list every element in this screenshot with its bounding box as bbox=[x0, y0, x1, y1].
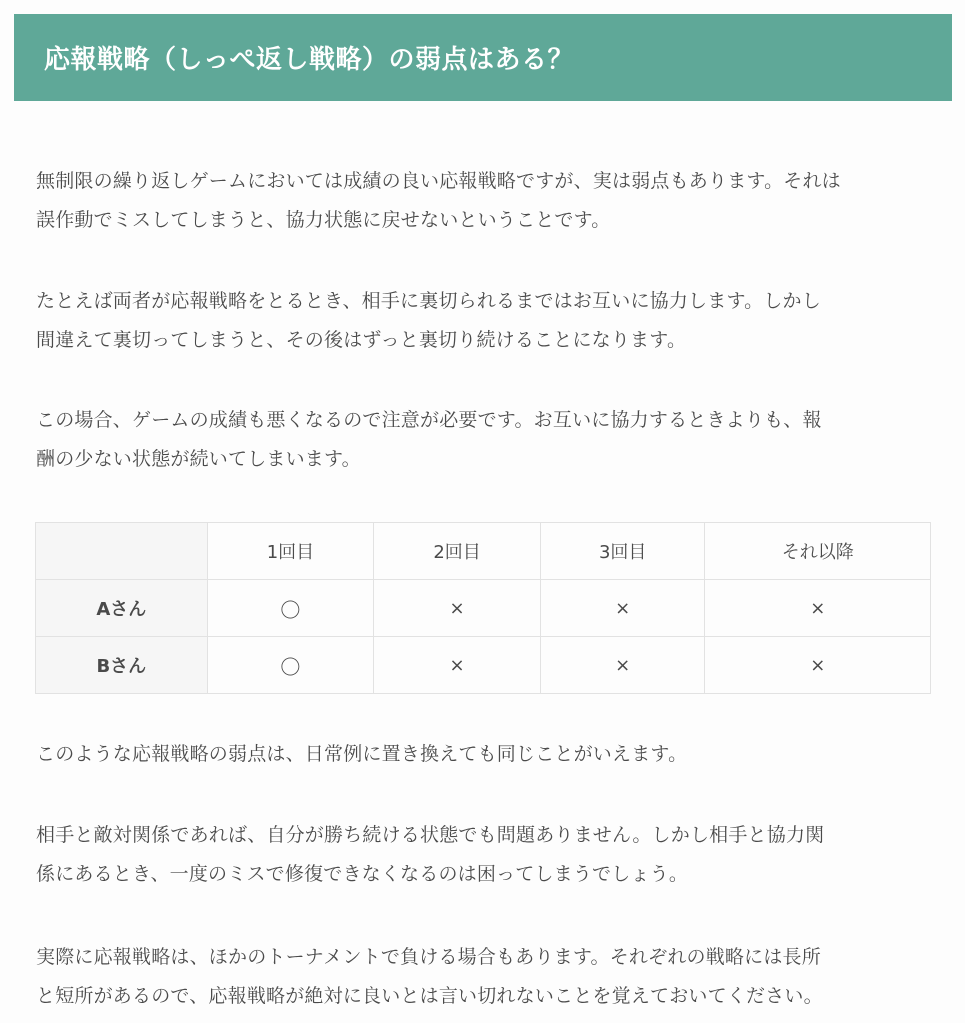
section-heading-bar bbox=[14, 14, 952, 101]
paragraph-line: 誤作動でミスしてしまうと、協力状態に戻せないということです。 bbox=[36, 209, 611, 231]
column-header: それ以降 bbox=[705, 523, 931, 580]
paragraph-line: たとえば両者が応報戦略をとるとき、相手に裏切られるまではお互いに協力します。しかし bbox=[36, 290, 821, 312]
column-header: 1回目 bbox=[207, 523, 374, 580]
paragraph-line: 実際に応報戦略は、ほかのトーナメントで負ける場合もあります。それぞれの戦略には長所 bbox=[36, 946, 821, 968]
table-cell: 〇 bbox=[207, 637, 374, 694]
row-header: Bさん bbox=[36, 637, 208, 694]
column-header: 3回目 bbox=[540, 523, 705, 580]
paragraph-line: このような応報戦略の弱点は、日常例に置き換えても同じことがいえます。 bbox=[36, 743, 688, 765]
table-corner-cell bbox=[36, 523, 208, 580]
paragraph-weakness-intro bbox=[36, 162, 936, 240]
table-cell: × bbox=[705, 637, 931, 694]
strategy-table bbox=[35, 522, 931, 694]
paragraph-conclusion bbox=[36, 938, 936, 1016]
paragraph-example bbox=[36, 282, 936, 360]
table-row bbox=[36, 580, 931, 637]
paragraph-line: 無制限の繰り返しゲームにおいては成績の良い応報戦略ですが、実は弱点もあります。それは bbox=[36, 170, 841, 192]
table-cell: × bbox=[540, 580, 705, 637]
paragraph-daily-example bbox=[36, 735, 936, 774]
paragraph-line: 酬の少ない状態が続いてしまいます。 bbox=[36, 448, 361, 470]
paragraph-caution bbox=[36, 401, 936, 479]
paragraph-line: この場合、ゲームの成績も悪くなるので注意が必要です。お互いに協力するときよりも、報 bbox=[36, 409, 822, 431]
table-cell: × bbox=[374, 637, 541, 694]
table-cell: × bbox=[705, 580, 931, 637]
column-header: 2回目 bbox=[374, 523, 541, 580]
paragraph-relationship bbox=[36, 816, 936, 894]
table-cell: × bbox=[540, 637, 705, 694]
paragraph-line: と短所があるので、応報戦略が絶対に良いとは言い切れないことを覚えておいてください。 bbox=[36, 985, 823, 1007]
paragraph-line: 間違えて裏切ってしまうと、その後はずっと裏切り続けることになります。 bbox=[36, 329, 687, 351]
row-header: Aさん bbox=[36, 580, 208, 637]
table-row bbox=[36, 637, 931, 694]
table-header-row bbox=[36, 523, 931, 580]
table-cell: 〇 bbox=[207, 580, 374, 637]
table-cell: × bbox=[374, 580, 541, 637]
paragraph-line: 相手と敵対関係であれば、自分が勝ち続ける状態でも問題ありません。しかし相手と協力関 bbox=[36, 824, 825, 846]
section-heading: 応報戦略（しっぺ返し戦略）の弱点はある？ bbox=[44, 45, 575, 75]
paragraph-line: 係にあるとき、一度のミスで修復できなくなるのは困ってしまうでしょう。 bbox=[36, 863, 689, 885]
